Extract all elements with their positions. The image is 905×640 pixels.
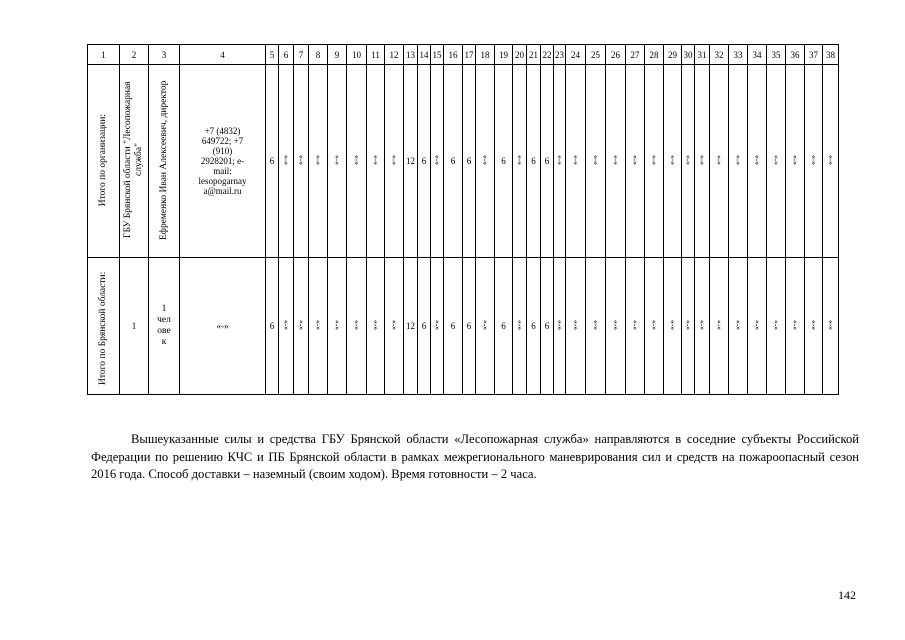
column-header: 7 bbox=[294, 45, 309, 65]
value-cell: «-» bbox=[586, 65, 606, 258]
value-cell: 6 bbox=[541, 65, 554, 258]
column-header: 20 bbox=[513, 45, 527, 65]
column-header: 8 bbox=[309, 45, 328, 65]
value-cell: «-» bbox=[606, 65, 626, 258]
column-header: 31 bbox=[695, 45, 710, 65]
body-paragraph: Вышеуказанные силы и средства ГБУ Брянской области «Лесопожарная служба» направляются в соседние субъекты Российской Федерации по решению КЧС и ПБ Брянской области в рамках межрегионального маневрирования сил и средств на пожароопасный сезон 2016 года. Способ доставки – наземный (своим ходом). Время готовности – 2 часа. bbox=[91, 432, 859, 481]
value-cell: «-» bbox=[294, 65, 309, 258]
row-label: Итого по организации: bbox=[88, 65, 120, 258]
value-cell: «-» bbox=[767, 65, 786, 258]
value-cell: «-» bbox=[554, 65, 566, 258]
value-cell: 6 bbox=[463, 258, 476, 395]
value-cell: «-» bbox=[328, 65, 347, 258]
value-cell: «-» bbox=[367, 65, 385, 258]
column-header: 9 bbox=[328, 45, 347, 65]
value-cell: «-» bbox=[786, 258, 805, 395]
value-cell: «-» bbox=[513, 65, 527, 258]
column-header: 22 bbox=[541, 45, 554, 65]
value-cell: 6 bbox=[444, 258, 463, 395]
value-cell: «-» bbox=[347, 65, 367, 258]
value-cell: 6 bbox=[495, 65, 513, 258]
value-cell: «-» bbox=[554, 258, 566, 395]
value-cell: «-» bbox=[586, 258, 606, 395]
column-header: 36 bbox=[786, 45, 805, 65]
page-number: 142 bbox=[838, 588, 856, 602]
value-cell: «-» bbox=[294, 258, 309, 395]
units-count: 1 bbox=[120, 258, 149, 395]
column-header: 5 bbox=[266, 45, 279, 65]
column-header: 26 bbox=[606, 45, 626, 65]
value-cell: «-» bbox=[385, 65, 404, 258]
value-cell: 6 bbox=[527, 65, 541, 258]
value-cell: «-» bbox=[347, 258, 367, 395]
value-cell: «-» bbox=[823, 65, 839, 258]
value-cell: 6 bbox=[495, 258, 513, 395]
column-header: 23 bbox=[554, 45, 566, 65]
column-header: 15 bbox=[431, 45, 444, 65]
value-cell: 6 bbox=[444, 65, 463, 258]
value-cell: «-» bbox=[682, 258, 695, 395]
column-header: 28 bbox=[645, 45, 664, 65]
column-header: 12 bbox=[385, 45, 404, 65]
contact-info: +7 (4832) 649722; +7 (910) 2928201; e- mail: lesopogarnay a@mail.ru bbox=[180, 65, 266, 258]
column-header: 21 bbox=[527, 45, 541, 65]
value-cell: «-» bbox=[645, 258, 664, 395]
value-cell: «-» bbox=[606, 258, 626, 395]
value-cell: «-» bbox=[385, 258, 404, 395]
column-header: 27 bbox=[626, 45, 645, 65]
value-cell: «-» bbox=[279, 258, 294, 395]
value-cell: «-» bbox=[823, 258, 839, 395]
column-header: 6 bbox=[279, 45, 294, 65]
table-row-region-total bbox=[88, 258, 839, 395]
value-cell: «-» bbox=[786, 65, 805, 258]
value-cell: «-» bbox=[328, 258, 347, 395]
value-cell: «-» bbox=[367, 258, 385, 395]
value-cell: «-» bbox=[710, 258, 729, 395]
value-cell: «-» bbox=[748, 258, 767, 395]
column-header: 30 bbox=[682, 45, 695, 65]
header-row bbox=[88, 45, 839, 65]
value-cell: 6 bbox=[418, 258, 431, 395]
table-row-organization bbox=[88, 65, 839, 258]
value-cell: «-» bbox=[566, 258, 586, 395]
value-cell: «-» bbox=[664, 258, 682, 395]
column-header: 34 bbox=[748, 45, 767, 65]
value-cell: «-» bbox=[695, 258, 710, 395]
column-header: 32 bbox=[710, 45, 729, 65]
value-cell: «-» bbox=[431, 258, 444, 395]
value-cell: «-» bbox=[309, 65, 328, 258]
value-cell: 6 bbox=[541, 258, 554, 395]
value-cell: «-» bbox=[626, 258, 645, 395]
value-cell: «-» bbox=[513, 258, 527, 395]
column-header: 18 bbox=[476, 45, 495, 65]
value-cell: «-» bbox=[431, 65, 444, 258]
value-cell: «-» bbox=[767, 258, 786, 395]
column-header: 38 bbox=[823, 45, 839, 65]
value-cell: «-» bbox=[805, 65, 823, 258]
value-cell: 6 bbox=[527, 258, 541, 395]
value-cell: 6 bbox=[266, 258, 279, 395]
column-header: 11 bbox=[367, 45, 385, 65]
value-cell: 12 bbox=[404, 65, 418, 258]
value-cell: «-» bbox=[309, 258, 328, 395]
value-cell: «-» bbox=[748, 65, 767, 258]
value-cell: «-» bbox=[695, 65, 710, 258]
column-header: 24 bbox=[566, 45, 586, 65]
forces-table bbox=[87, 44, 839, 395]
value-cell: 6 bbox=[266, 65, 279, 258]
value-cell: «-» bbox=[805, 258, 823, 395]
column-header: 13 bbox=[404, 45, 418, 65]
value-cell: «-» bbox=[476, 65, 495, 258]
director-name: Ефременко Иван Алексеевич, директор bbox=[149, 65, 180, 258]
value-cell: 6 bbox=[463, 65, 476, 258]
column-header: 35 bbox=[767, 45, 786, 65]
column-header: 37 bbox=[805, 45, 823, 65]
value-cell: «-» bbox=[729, 258, 748, 395]
row-label: Итого по Брянской области: bbox=[88, 258, 120, 395]
value-cell: 6 bbox=[418, 65, 431, 258]
value-cell: «-» bbox=[645, 65, 664, 258]
value-cell: «-» bbox=[279, 65, 294, 258]
column-header: 29 bbox=[664, 45, 682, 65]
column-header: 10 bbox=[347, 45, 367, 65]
column-header: 14 bbox=[418, 45, 431, 65]
value-cell: «-» bbox=[626, 65, 645, 258]
value-cell: «-» bbox=[664, 65, 682, 258]
column-header: 4 bbox=[180, 45, 266, 65]
column-header: 25 bbox=[586, 45, 606, 65]
contact-placeholder: «-» bbox=[180, 258, 266, 395]
column-header: 16 bbox=[444, 45, 463, 65]
column-header: 2 bbox=[120, 45, 149, 65]
people-count: 1 чел ове к bbox=[149, 258, 180, 395]
column-header: 17 bbox=[463, 45, 476, 65]
column-header: 3 bbox=[149, 45, 180, 65]
value-cell: «-» bbox=[710, 65, 729, 258]
column-header: 33 bbox=[729, 45, 748, 65]
column-header: 19 bbox=[495, 45, 513, 65]
column-header: 1 bbox=[88, 45, 120, 65]
value-cell: 12 bbox=[404, 258, 418, 395]
organization-name: ГБУ Брянской области "Лесопожарная служба" bbox=[120, 65, 149, 258]
value-cell: «-» bbox=[476, 258, 495, 395]
value-cell: «-» bbox=[729, 65, 748, 258]
value-cell: «-» bbox=[566, 65, 586, 258]
value-cell: «-» bbox=[682, 65, 695, 258]
